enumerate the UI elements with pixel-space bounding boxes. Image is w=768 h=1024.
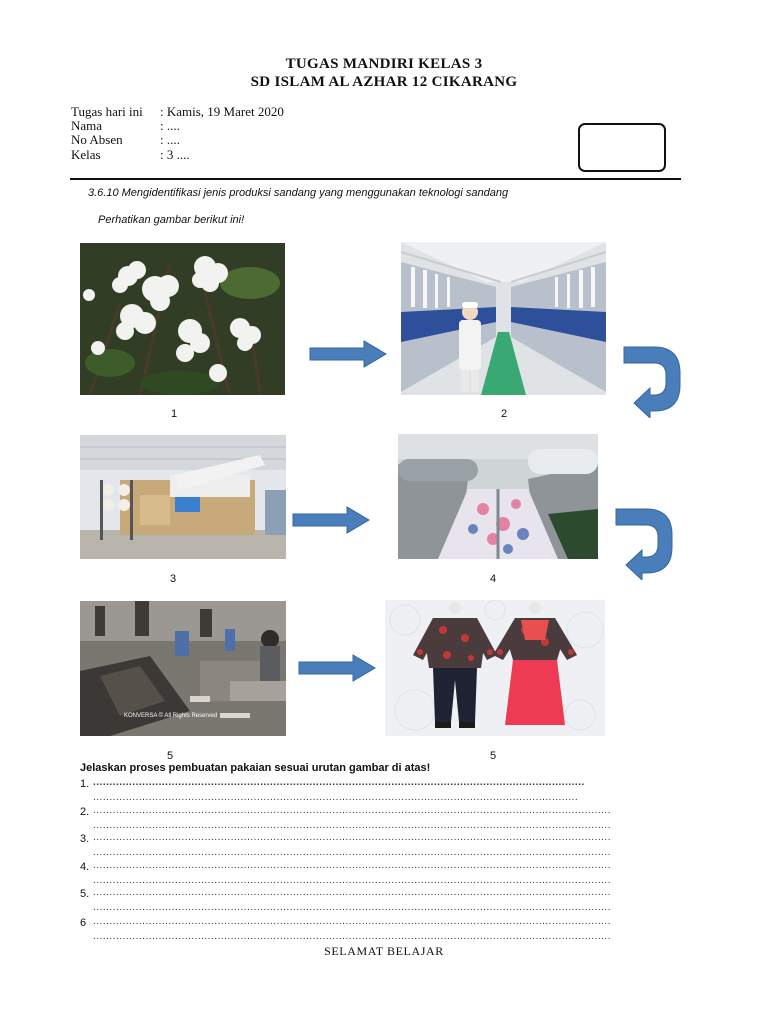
- answer-line[interactable]: ..............................................................................................................................................................: [93, 805, 611, 816]
- cotton-plant-photo: [80, 243, 285, 395]
- info-row-class: [71, 147, 190, 162]
- answer-line[interactable]: ..............................................................................................................................................................: [93, 875, 611, 886]
- fabric-printing-photo: [398, 434, 598, 559]
- answer-number: 1.: [80, 778, 90, 790]
- info-value: : ....: [160, 132, 180, 147]
- curved-arrow-icon: [612, 505, 682, 580]
- photo-watermark: KONVERSA © All Rights Reserved: [124, 713, 218, 719]
- answer-line[interactable]: ......................................................................................................................................................: [93, 777, 585, 788]
- answer-line[interactable]: ..............................................................................................................................................................: [93, 931, 611, 942]
- answer-number: 6: [80, 917, 87, 929]
- info-value: : 3 ....: [160, 147, 190, 162]
- header-divider: [70, 178, 681, 180]
- info-row-date: [71, 104, 284, 119]
- info-label: Tugas hari ini: [71, 104, 143, 119]
- answer-line[interactable]: ..............................................................................................................................................................: [93, 916, 611, 927]
- answer-line[interactable]: ..............................................................................................................................................................: [93, 832, 611, 843]
- arrow-right-icon: [291, 506, 371, 534]
- info-row-absen: [71, 132, 180, 147]
- info-label: No Absen: [71, 132, 123, 147]
- title-line-2: SD ISLAM AL AZHAR 12 CIKARANG: [250, 74, 518, 90]
- info-label: Kelas: [71, 147, 101, 162]
- info-row-name: [71, 118, 180, 133]
- answer-line[interactable]: ..............................................................................................................................................................: [93, 847, 611, 858]
- score-box: [578, 123, 666, 172]
- closing-text: SELAMAT BELAJAR: [324, 944, 444, 958]
- figure-number: 5: [166, 750, 174, 762]
- figure-number: 2: [500, 408, 508, 420]
- answer-line[interactable]: ....................................................................................................................................................: [93, 792, 579, 803]
- answer-number: 4.: [80, 861, 90, 873]
- curved-arrow-icon: [620, 343, 690, 418]
- answer-number: 2.: [80, 806, 90, 818]
- figure-number: 3: [169, 573, 177, 585]
- weaving-loom-photo: [80, 435, 286, 559]
- learning-objective: 3.6.10 Mengidentifikasi jenis produksi sandang yang menggunakan teknologi sandang: [88, 187, 509, 199]
- figure-number: 1: [170, 408, 178, 420]
- instruction: Perhatikan gambar berikut ini!: [98, 214, 245, 226]
- answer-number: 5.: [80, 888, 90, 900]
- figure-number: 5: [489, 750, 497, 762]
- figure-number: 4: [489, 573, 497, 585]
- info-value: : Kamis, 19 Maret 2020: [160, 104, 284, 119]
- answer-line[interactable]: ..............................................................................................................................................................: [93, 887, 611, 898]
- answer-line[interactable]: ..............................................................................................................................................................: [93, 820, 611, 831]
- title-line-1: TUGAS MANDIRI KELAS 3: [285, 56, 483, 72]
- info-label: Nama: [71, 118, 103, 133]
- batik-clothing-photo: [385, 600, 605, 736]
- answer-number: 3.: [80, 833, 90, 845]
- arrow-right-icon: [308, 340, 388, 368]
- info-value: : ....: [160, 118, 180, 133]
- arrow-right-icon: [297, 654, 377, 682]
- spinning-factory-photo: [401, 242, 606, 395]
- answer-line[interactable]: ..............................................................................................................................................................: [93, 902, 611, 913]
- question-prompt: Jelaskan proses pembuatan pakaian sesuai urutan gambar di atas!: [80, 762, 431, 774]
- answer-line[interactable]: ..............................................................................................................................................................: [93, 860, 611, 871]
